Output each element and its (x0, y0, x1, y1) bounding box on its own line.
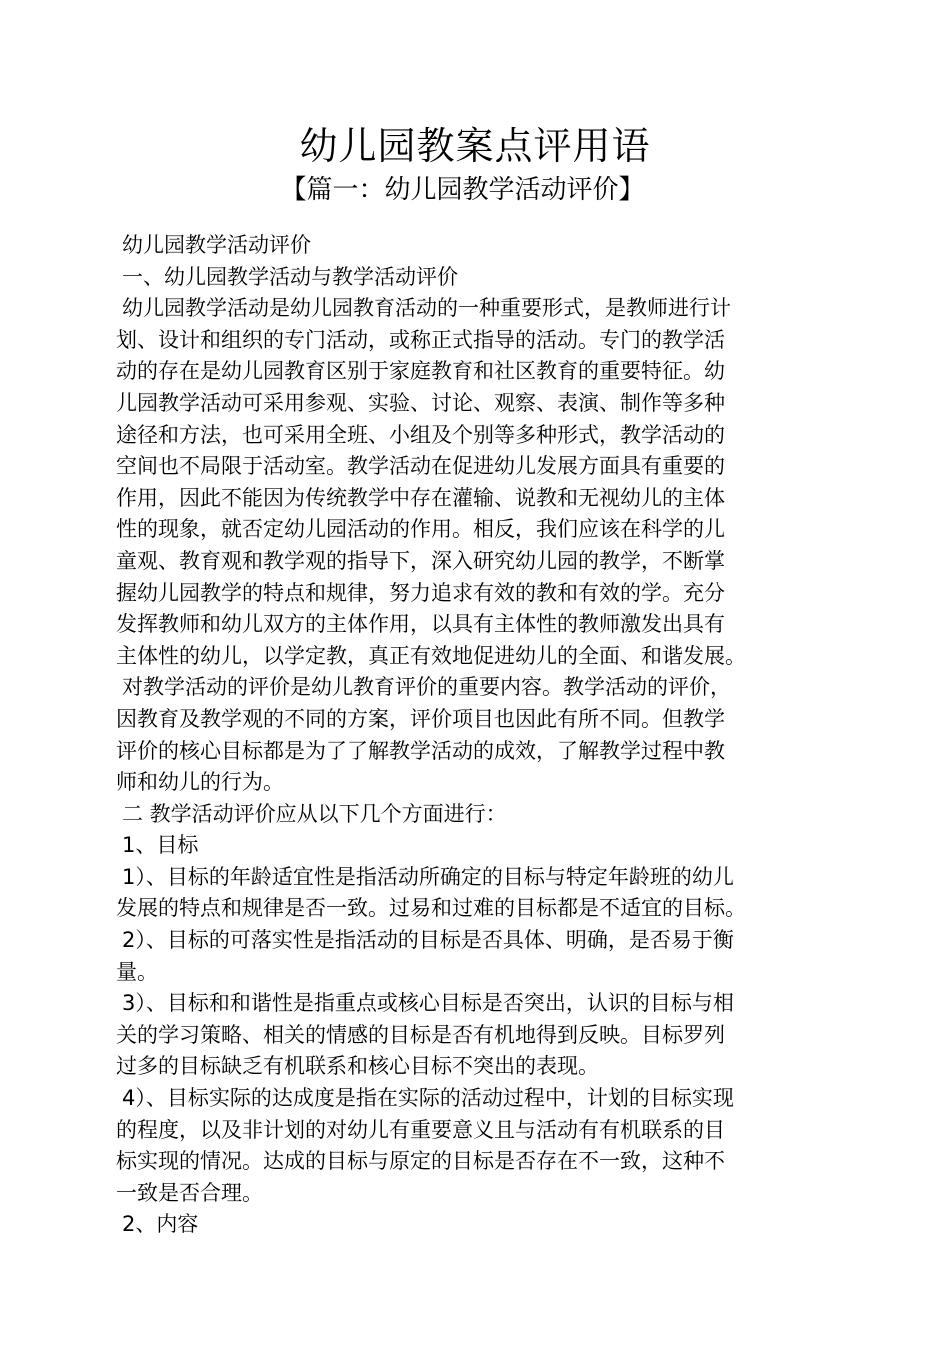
body-line: 性的现象，就否定幼儿园活动的作用。相反，我们应该在科学的儿 (116, 517, 725, 542)
body-line: 的程度，以及非计划的对幼儿有重要意义且与活动有有机联系的目 (116, 1117, 725, 1142)
document-title: 幼儿园教案点评用语 (299, 124, 651, 168)
body-line: 幼儿园教学活动是幼儿园教育活动的一种重要形式，是教师进行计 (122, 296, 731, 321)
body-line: 因教育及教学观的不同的方案，评价项目也因此有所不同。但教学 (116, 706, 725, 731)
body-line: 空间也不局限于活动室。教学活动在促进幼儿发展方面具有重要的 (116, 454, 725, 479)
body-line: 一、幼儿园教学活动与教学活动评价 (122, 264, 458, 289)
body-line: 4）、目标实际的达成度是指在实际的活动过程中，计划的目标实现 (122, 1086, 734, 1111)
body-line: 关的学习策略、相关的情感的目标是否有机地得到反映。目标罗列 (116, 1022, 725, 1047)
body-line: 师和幼儿的行为。 (116, 770, 284, 795)
body-line: 1）、目标的年龄适宜性是指活动所确定的目标与特定年龄班的幼儿 (122, 864, 734, 889)
body-line: 划、设计和组织的专门活动，或称正式指导的活动。专门的教学活 (116, 327, 725, 352)
body-line: 动的存在是幼儿园教育区别于家庭教育和社区教育的重要特征。幼 (116, 359, 725, 384)
body-line: 2）、目标的可落实性是指活动的目标是否具体、明确，是否易于衡 (122, 928, 734, 953)
body-line: 儿园教学活动可采用参观、实验、讨论、观察、表演、制作等多种 (116, 390, 725, 415)
body-line: 评价的核心目标都是为了了解教学活动的成效，了解教学过程中教 (116, 738, 725, 763)
body-line: 对教学活动的评价是幼儿教育评价的重要内容。教学活动的评价， (122, 675, 731, 700)
body-line: 过多的目标缺乏有机联系和核心目标不突出的表现。 (116, 1054, 599, 1079)
body-line: 童观、教育观和教学观的指导下，深入研究幼儿园的教学，不断掌 (116, 548, 725, 573)
body-line: 幼儿园教学活动评价 (122, 233, 311, 257)
body-line: 作用，因此不能因为传统教学中存在灌输、说教和无视幼儿的主体 (116, 485, 725, 510)
body-line: 1、目标 (122, 833, 199, 858)
body-line: 发挥教师和幼儿双方的主体作用，以具有主体性的教师激发出具有 (116, 612, 725, 637)
body-line: 3）、目标和和谐性是指重点或核心目标是否突出，认识的目标与相 (122, 991, 734, 1016)
body-line: 发展的特点和规律是否一致。过易和过难的目标都是不适宜的目标。 (116, 896, 746, 921)
document-body (116, 230, 776, 1241)
body-line: 2、内容 (122, 1212, 199, 1237)
body-line: 一致是否合理。 (116, 1180, 263, 1205)
body-line: 握幼儿园教学的特点和规律，努力追求有效的教和有效的学。充分 (116, 580, 725, 605)
body-line: 量。 (116, 959, 158, 984)
body-line: 二 教学活动评价应从以下几个方面进行： (122, 801, 507, 826)
body-line: 主体性的幼儿，以学定教，真正有效地促进幼儿的全面、和谐发展。 (116, 643, 746, 668)
body-line: 标实现的情况。达成的目标与原定的目标是否存在不一致，这种不 (116, 1149, 725, 1174)
body-line: 途径和方法，也可采用全班、小组及个别等多种形式，教学活动的 (116, 422, 725, 447)
document-subtitle: 【篇一：幼儿园教学活动评价】 (280, 175, 645, 205)
